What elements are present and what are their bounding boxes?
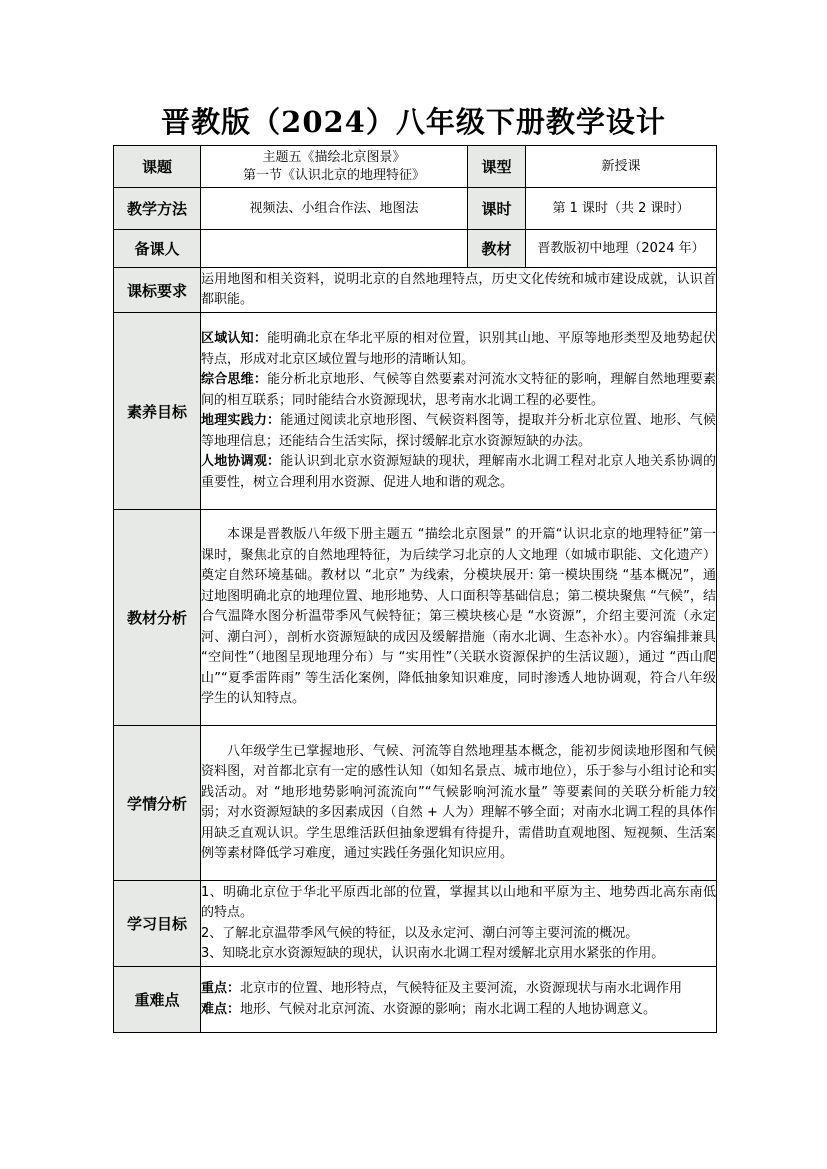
literacy-item-text: 能分析北京地形、气候等自然要素对河流水文特征的影响，理解自然地理要素间的相互联系；同时能结合水资源现状，思考南水北调工程的必要性。 [201, 372, 716, 408]
preparer-label: 备课人 [114, 230, 201, 268]
analysis-content [201, 510, 717, 726]
keypoints-content [201, 967, 717, 1033]
literacy-item-text: 能明确北京在华北平原的相对位置，识别其山地、平原等地形类型及地势起伏特点，形成对北京区域位置与地形的清晰认知。 [201, 331, 716, 367]
literacy-item [201, 411, 716, 452]
standard-text: 运用地图和相关资料，说明北京的自然地理特点，历史文化传统和城市建设成就，认识首都职能。 [201, 268, 717, 313]
goal-item: 1、明确北京位于华北平原西北部的位置，掌握其以山地和平原为主、地势西北高东南低的特点。 [201, 884, 716, 920]
literacy-item [201, 452, 716, 493]
literacy-item [201, 329, 716, 370]
textbook-value: 晋教版初中地理（2024 年） [526, 230, 717, 268]
key-text: 北京市的位置、地形特点，气候特征及主要河流，水资源现状与南水北调作用 [240, 981, 683, 996]
row-students [114, 726, 717, 881]
students-label: 学情分析 [114, 726, 201, 881]
row-topic [114, 146, 717, 188]
literacy-item-head: 综合思维： [201, 372, 268, 387]
diff-head: 难点： [201, 1001, 241, 1017]
goal-item: 2、了解北京温带季风气候的特征，以及永定河、潮白河等主要河流的概况。 [201, 925, 639, 941]
literacy-item-text: 能通过阅读北京地形图、气候资料图等，提取并分析北京位置、地形、气候等地理信息；还能结合生活实际，探讨缓解北京水资源短缺的办法。 [201, 413, 716, 449]
key-head: 重点： [201, 981, 241, 996]
row-keypoints [114, 967, 717, 1033]
literacy-item [201, 370, 716, 411]
literacy-item-text: 能认识到北京水资源短缺的现状，理解南水北调工程对北京人地关系协调的重要性，树立合理利用水资源、促进人地和谐的观念。 [201, 454, 716, 490]
topic-line2: 第一节《认识北京的地理特征》 [242, 167, 425, 183]
difficult-point [201, 1000, 716, 1021]
key-point [201, 979, 716, 1000]
row-method [114, 188, 717, 230]
topic-line1: 主题五《描绘北京图景》 [262, 149, 406, 165]
hours-value: 第 1 课时（共 2 课时） [526, 188, 717, 230]
literacy-label: 素养目标 [114, 313, 201, 510]
students-content [201, 726, 717, 881]
goal-item: 3、知晓北京水资源短缺的现状，认识南水北调工程对缓解北京用水紧张的作用。 [201, 946, 665, 961]
row-standard [114, 268, 717, 313]
literacy-item-head: 地理实践力： [201, 413, 281, 428]
type-value: 新授课 [526, 146, 717, 188]
row-analysis [114, 510, 717, 726]
standard-label: 课标要求 [114, 268, 201, 313]
hours-label: 课时 [468, 188, 526, 230]
literacy-content [201, 313, 717, 510]
goals-label: 学习目标 [114, 881, 201, 967]
students-text: 八年级学生已掌握地形、气候、河流等自然地理基本概念，能初步阅读地形图和气候资料图，对首都北京有一定的感性认知（如知名景点、城市地位），乐于参与小组讨论和实践活动。对 “地形地势影响河流流向”“气候影响河流水量” 等要素间的关联分析能力较弱；对水资源短缺的多因素成因（自然 + 人为）理解不够全面；对南水北调工程的具体作用缺乏直观认识。学生思维活跃但抽象逻辑有待提升，需借助直观地图、短视频、生活案例等素材降低学习难度，通过实践任务强化知识应用。 [201, 743, 716, 861]
topic-value [201, 146, 468, 188]
analysis-label: 教材分析 [114, 510, 201, 726]
topic-label: 课题 [114, 146, 201, 188]
page-title: 晋教版（2024）八年级下册教学设计 [161, 105, 666, 139]
row-goals [114, 881, 717, 967]
textbook-label: 教材 [468, 230, 526, 268]
method-value: 视频法、小组合作法、地图法 [201, 188, 468, 230]
goals-content [201, 881, 717, 967]
literacy-item-head: 区域认知： [201, 331, 268, 346]
preparer-value [201, 230, 468, 268]
lesson-plan-table [113, 145, 717, 1033]
method-label: 教学方法 [114, 188, 201, 230]
type-label: 课型 [468, 146, 526, 188]
literacy-item-head: 人地协调观： [201, 454, 281, 469]
diff-text: 地形、气候对北京河流、水资源的影响；南水北调工程的人地协调意义。 [240, 1001, 657, 1017]
row-preparer [114, 230, 717, 268]
keypoints-label: 重难点 [114, 967, 201, 1033]
row-literacy [114, 313, 717, 510]
analysis-text: 本课是晋教版八年级下册主题五 “描绘北京图景” 的开篇“认识北京的地理特征”第一课时，聚焦北京的自然地理特征，为后续学习北京的人文地理（如城市职能、文化遗产）奠定自然环境基础。教材以 “北京” 为线索，分模块展开: 第一模块围绕 “基本概况”，通过地图明确北京的地理位置、地形地势、人口面积等基础信息；第二模块聚焦 “气候”，结合气温降水图分析温带季风气候特征；第三模块核心是 “水资源”，介绍主要河流（永定河、潮白河），剖析水资源短缺的成因及缓解措施（南水北调、生态补水）。内容编排兼具 “空间性”（地图呈现地理分布）与 “实用性”（关联水资源保护的生活议题），通过 “西山爬山”“夏季雷阵雨” 等生活化案例，降低抽象知识难度，同时渗透人地协调观，符合八年级学生的认知特点。 [201, 527, 716, 707]
